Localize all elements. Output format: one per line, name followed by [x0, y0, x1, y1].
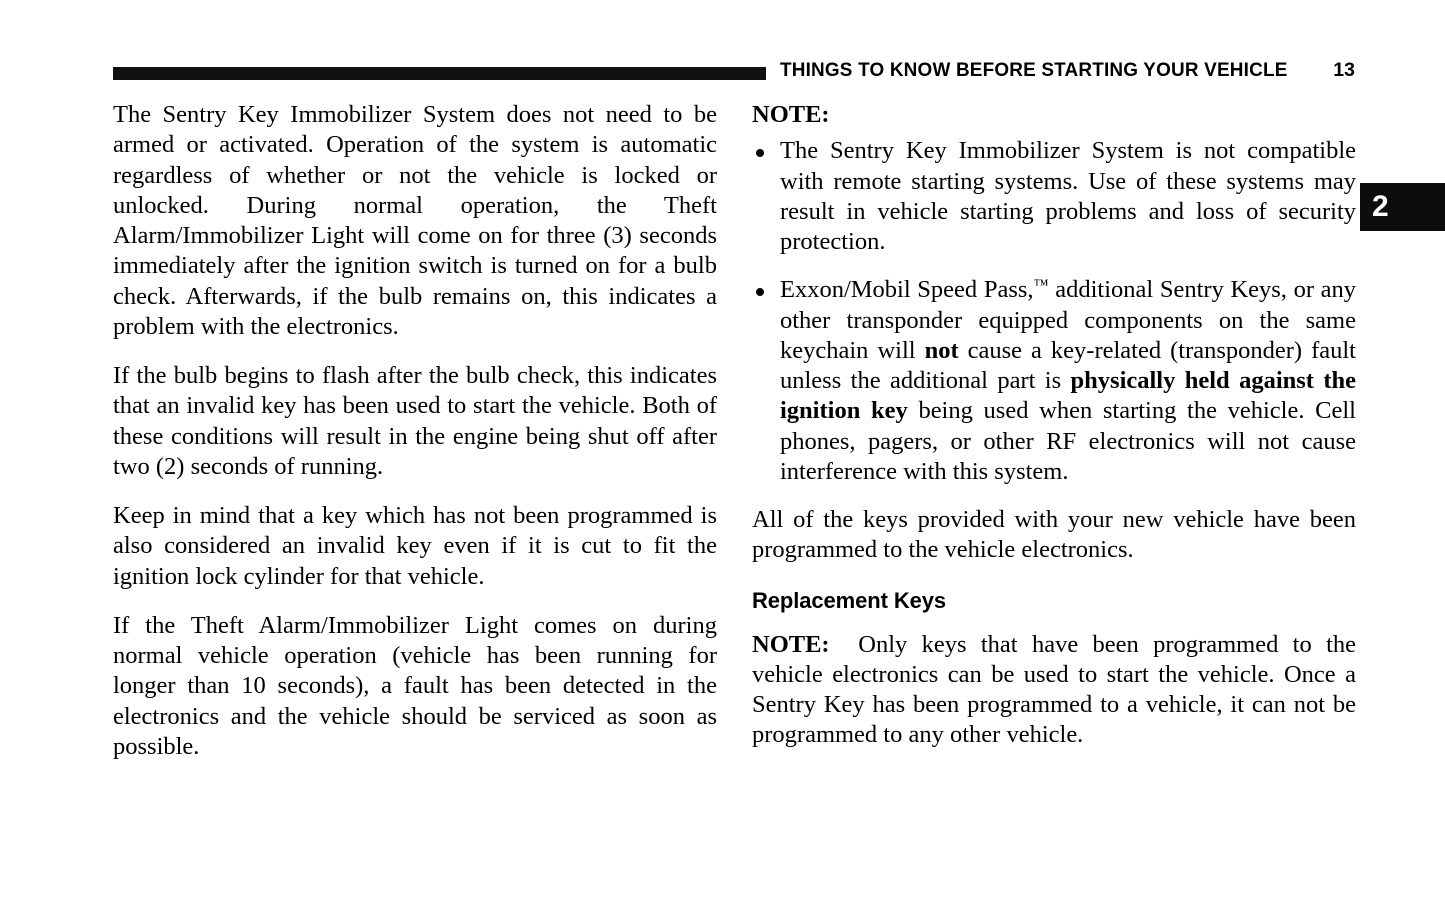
text-run: Exxon/Mobil Speed Pass, — [780, 276, 1034, 304]
list-item — [752, 136, 1356, 257]
paragraph: If the Theft Alarm/Immobilizer Light comes on during normal vehicle operation (vehicle has been running for longer than 10 seconds), a fault has been detected in the electronics and the vehicle should be serviced as soon as possible. — [113, 611, 717, 760]
page-body — [113, 100, 1355, 762]
left-column — [113, 100, 717, 762]
trademark-symbol: ™ — [1033, 276, 1049, 294]
section-subheading: Replacement Keys — [752, 587, 947, 613]
text-run: being used when starting the vehicle. Cell phones, pagers, or other RF electronics will not cause interference with this system. — [780, 397, 1356, 485]
emphasis-text: not — [924, 336, 959, 364]
paragraph: If the bulb begins to flash after the bulb check, this indicates that an invalid key has been used to start the vehicle. Both of these conditions will result in the engine being shut off after two (2) seconds of running. — [113, 362, 717, 480]
right-column — [752, 100, 1356, 762]
list-item — [752, 275, 1356, 487]
note-bullet-list — [752, 136, 1356, 487]
emphasis-text: physically held against the ignition key — [780, 367, 1356, 425]
running-head — [113, 55, 1355, 85]
paragraph: All of the keys provided with your new vehicle have been programmed to the vehicle electronics. — [752, 506, 1356, 564]
text-run: additional Sentry Keys, or any other transponder equipped components on the same keychain will — [780, 276, 1356, 364]
final-note-paragraph — [752, 630, 1356, 751]
note-label: NOTE: — [752, 630, 830, 658]
paragraph: The Sentry Key Immobilizer System does not need to be armed or activated. Operation of the system is automatic regardless of whether or not the vehicle is locked or unlocked. During normal operation, the Theft Alarm/Immobilizer Light will come on for three (3) seconds immediately after the ignition switch is turned on for a bulb check. Afterwards, if the bulb remains on, this indicates a problem with the electronics. — [113, 101, 717, 340]
text-run: The Sentry Key Immobilizer System is not compatible with remote starting systems. Use of these systems may result in vehicle starting problems and loss of security protection. — [780, 137, 1356, 255]
text-run: cause a key-related (transponder) fault unless the additional part is — [780, 336, 1356, 394]
section-tab — [1360, 183, 1445, 231]
list-item-text — [780, 137, 1356, 255]
header-rule — [113, 67, 766, 80]
paragraph: Keep in mind that a key which has not been programmed is also considered an invalid key even if it is cut to fit the ignition lock cylinder for that vehicle. — [113, 502, 717, 590]
final-note-text: Only keys that have been programmed to the vehicle electronics can be used to start the vehicle. Once a Sentry Key has been programmed to a vehicle, it can not be programmed to any other vehicle. — [752, 630, 1356, 749]
list-item-text — [780, 276, 1356, 485]
note-heading: NOTE: — [752, 101, 830, 128]
section-tab-number: 2 — [1372, 190, 1389, 223]
bullet-dot-icon — [756, 149, 764, 157]
page-number: 13 — [1333, 58, 1355, 81]
bullet-dot-icon — [756, 288, 764, 296]
running-head-title: THINGS TO KNOW BEFORE STARTING YOUR VEHICLE — [780, 58, 1288, 81]
